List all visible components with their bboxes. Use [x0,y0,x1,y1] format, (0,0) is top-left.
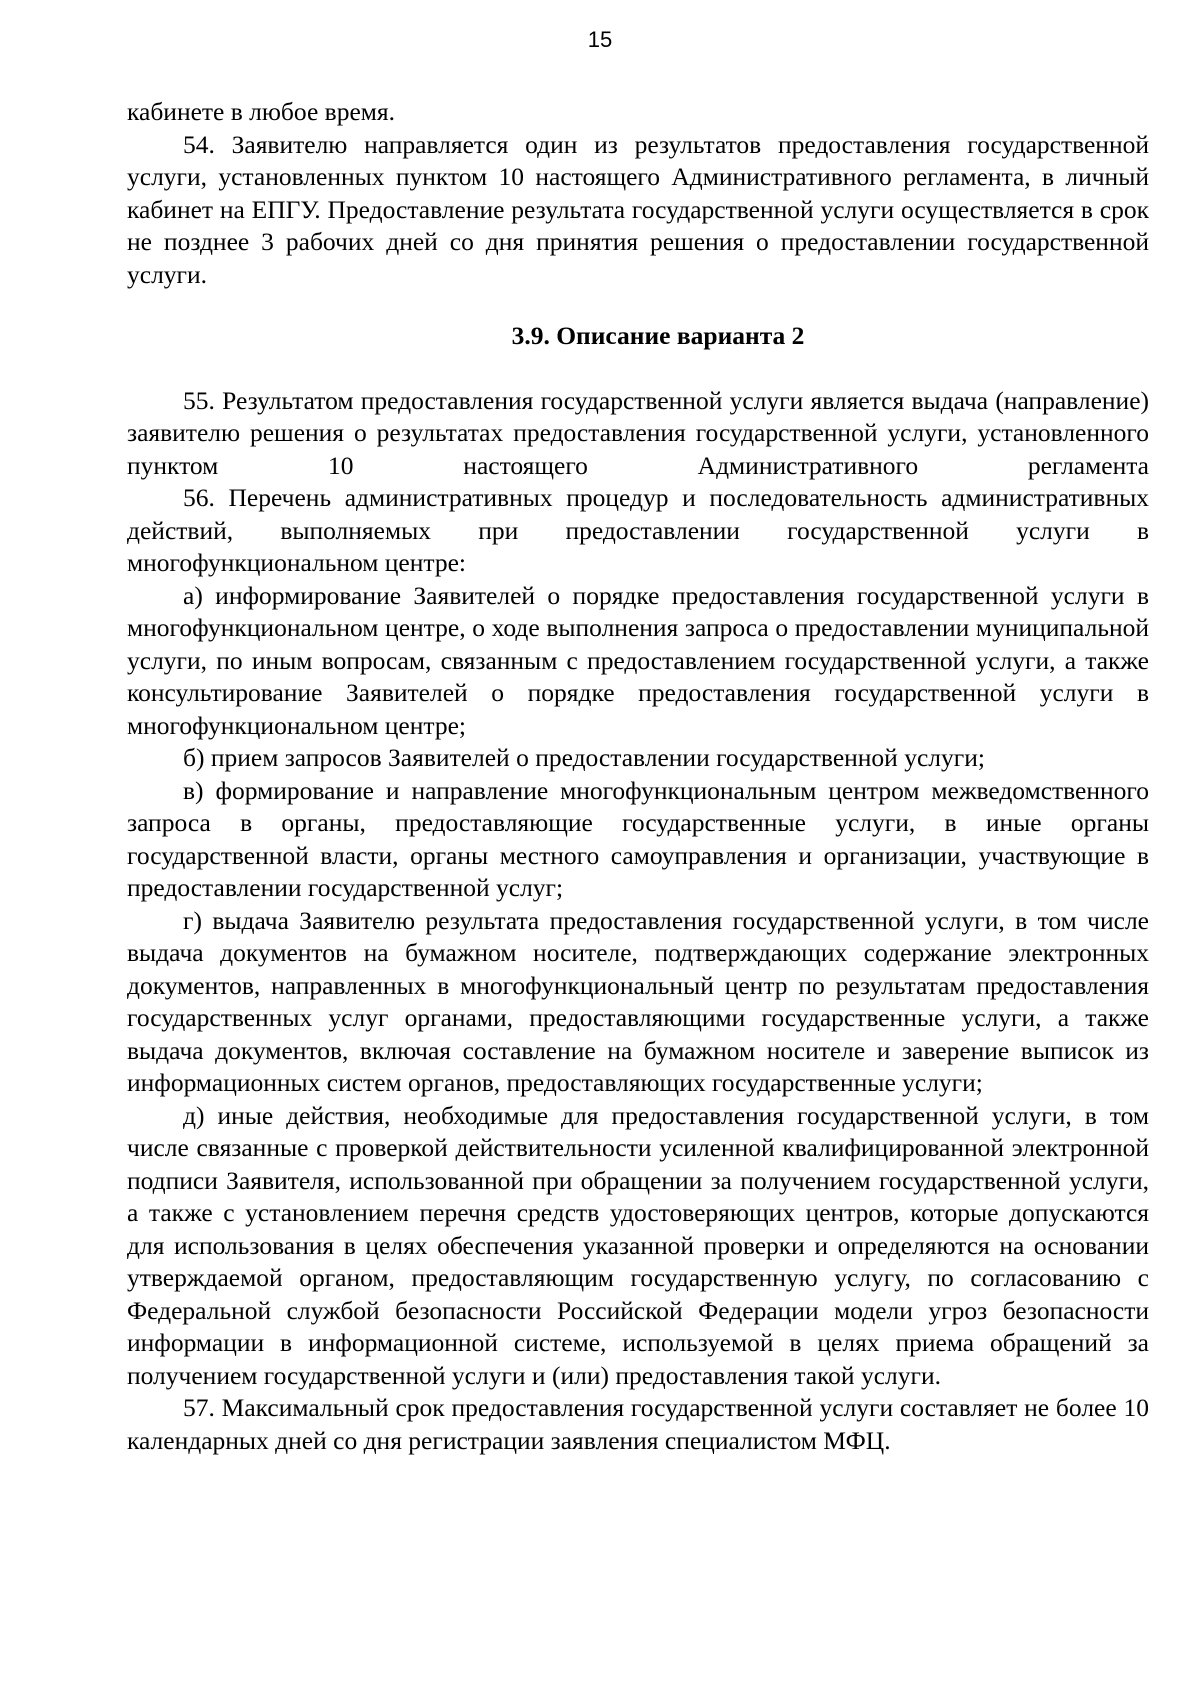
page-number: 15 [587,27,613,52]
list-item-g: г) выдача Заявителю результата предоставления государственной услуги, в том числе выдача документов на бумажном носителе, подтверждающих содержание электронных документов, направленных в многофункциональный центр по результатам предоставления государственных услуг органами, предоставляющими государственные услуги, а также выдача документов, включая составление на бумажном носителе и заверение выписок из информационных систем органов, предоставляющих государственные услуги; [127,905,1149,1097]
document-body [127,96,1149,1457]
list-item-d: д) иные действия, необходимые для предоставления государственной услуги, в том числе связанные с проверкой действительности усиленной квалифицированной электронной подписи Заявителя, использованной при обращении за получением государственной услуги, а также с установлением перечня средств удостоверяющих центров, которые допускаются для использования в целях обеспечения указанной проверки и определяются на основании утверждаемой органом, предоставляющим государственную услугу, по согласованию с Федеральной службой безопасности Российской Федерации модели угроз безопасности информации в информационной системе, используемой в целях приема обращений за получением государственной услуги и (или) предоставления такой услуги. [127,1100,1149,1390]
continuation-text: кабинете в любое время. [127,97,396,126]
paragraph-55: 55. Результатом предоставления государственной услуги является выдача (направление) заявителю решения о результатах предоставления государственной услуги, установленного пунктом 10 настоящего Административного регламента [127,385,1149,480]
paragraph-57: 57. Максимальный срок предоставления государственной услуги составляет не более 10 календарных дней со дня регистрации заявления специалистом МФЦ. [127,1393,1149,1455]
paragraph-54: 54. Заявителю направляется один из результатов предоставления государственной услуги, установленных пунктом 10 настоящего Административного регламента, в личный кабинет на ЕПГУ. Предоставление результата государственной услуги осуществляется в срок не позднее 3 рабочих дней со дня принятия решения о предоставлении государственной услуги. [127,129,1149,289]
list-item-b: б) прием запросов Заявителей о предоставлении государственной услуги; [183,743,985,772]
section-heading-text: 3.9. Описание варианта 2 [511,321,805,350]
section-heading [127,320,1149,353]
paragraph-56: 56. Перечень административных процедур и последовательность административных действий, выполняемых при предоставлении государственной услуги в многофункциональном центре: [127,483,1149,577]
list-item-a: а) информирование Заявителей о порядке предоставления государственной услуги в многофункциональном центре, о ходе выполнения запроса о предоставлении муниципальной услуги, по иным вопросам, связанным с предоставлением государственной услуги, а также консультирование Заявителей о порядке предоставления государственной услуги в многофункциональном центре; [127,580,1149,740]
list-item-v: в) формирование и направление многофункциональным центром межведомственного запроса в органы, предоставляющие государственные услуги, в иные органы государственной власти, органы местного самоуправления и организации, участвующие в предоставлении государственной услуг; [127,775,1149,902]
